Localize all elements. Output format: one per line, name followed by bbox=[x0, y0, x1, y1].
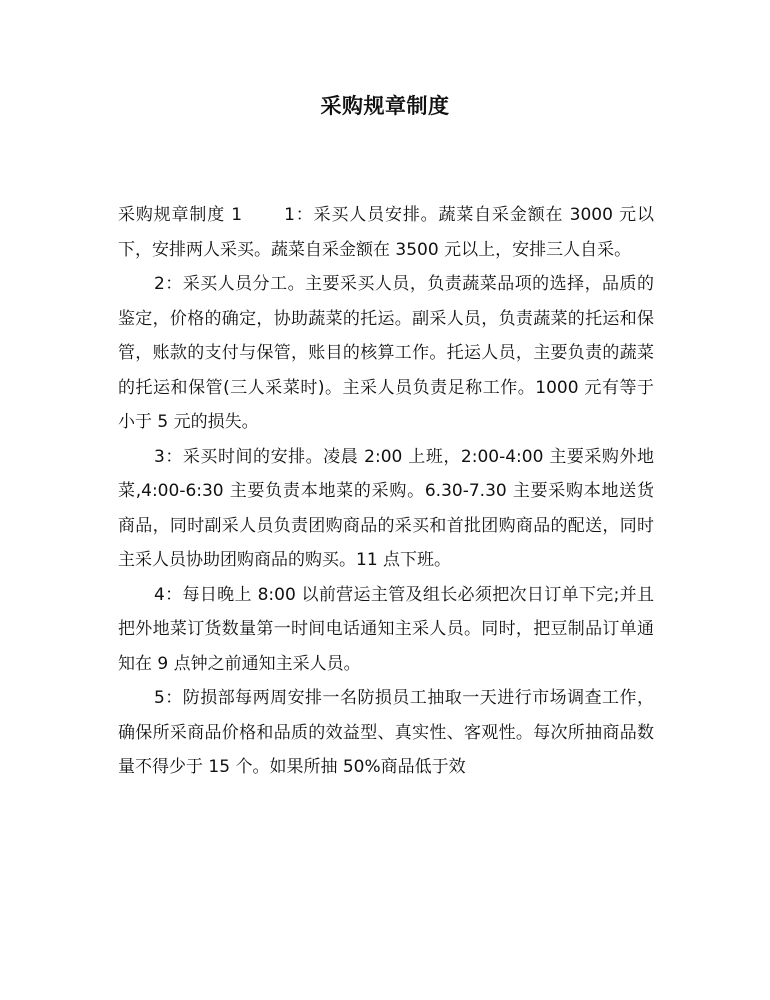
paragraph-4: 4：每日晚上 8:00 以前营运主管及组长必须把次日订单下完;并且把外地菜订货数量第一时间电话通知主采人员。同时，把豆制品订单通知在 9 点钟之前通知主采人员。 bbox=[118, 584, 654, 674]
paragraph-2: 2：采买人员分工。主要采买人员，负责蔬菜品项的选择，品质的鉴定，价格的确定，协助蔬菜的托运。副采人员，负责蔬菜的托运和保管，账款的支付与保管，账目的核算工作。托运人员，主要负责的蔬菜的托运和保管(三人采菜时)。主采人员负责足称工作。1000 元有等于小于 5 元的损失。 bbox=[118, 274, 654, 432]
paragraph-1 bbox=[118, 198, 654, 267]
document-body bbox=[118, 198, 654, 785]
paragraph-3: 3：采买时间的安排。凌晨 2:00 上班，2:00-4:00 主要采购外地菜,4:00-6:30 主要负责本地菜的采购。6.30-7.30 主要采购本地送货商品，同时副采人员负责团购商品的采买和首批团购商品的配送，同时主采人员协助团购商品的购买。11 点下班。 bbox=[118, 446, 654, 570]
paragraph-5: 5：防损部每两周安排一名防损员工抽取一天进行市场调查工作，确保所采商品价格和品质的效益型、真实性、客观性。每次所抽商品数量不得少于 15 个。如果所抽 50%商品低于效 bbox=[118, 688, 654, 777]
paragraph-1-text: 1：采买人员安排。蔬菜自采金额在 3000 元以下，安排两人采买。蔬菜自采金额在 3500 元以上，安排三人自采。 bbox=[118, 205, 654, 260]
document-title: 采购规章制度 bbox=[320, 94, 450, 118]
intro-label: 采购规章制度 1 bbox=[118, 205, 243, 225]
